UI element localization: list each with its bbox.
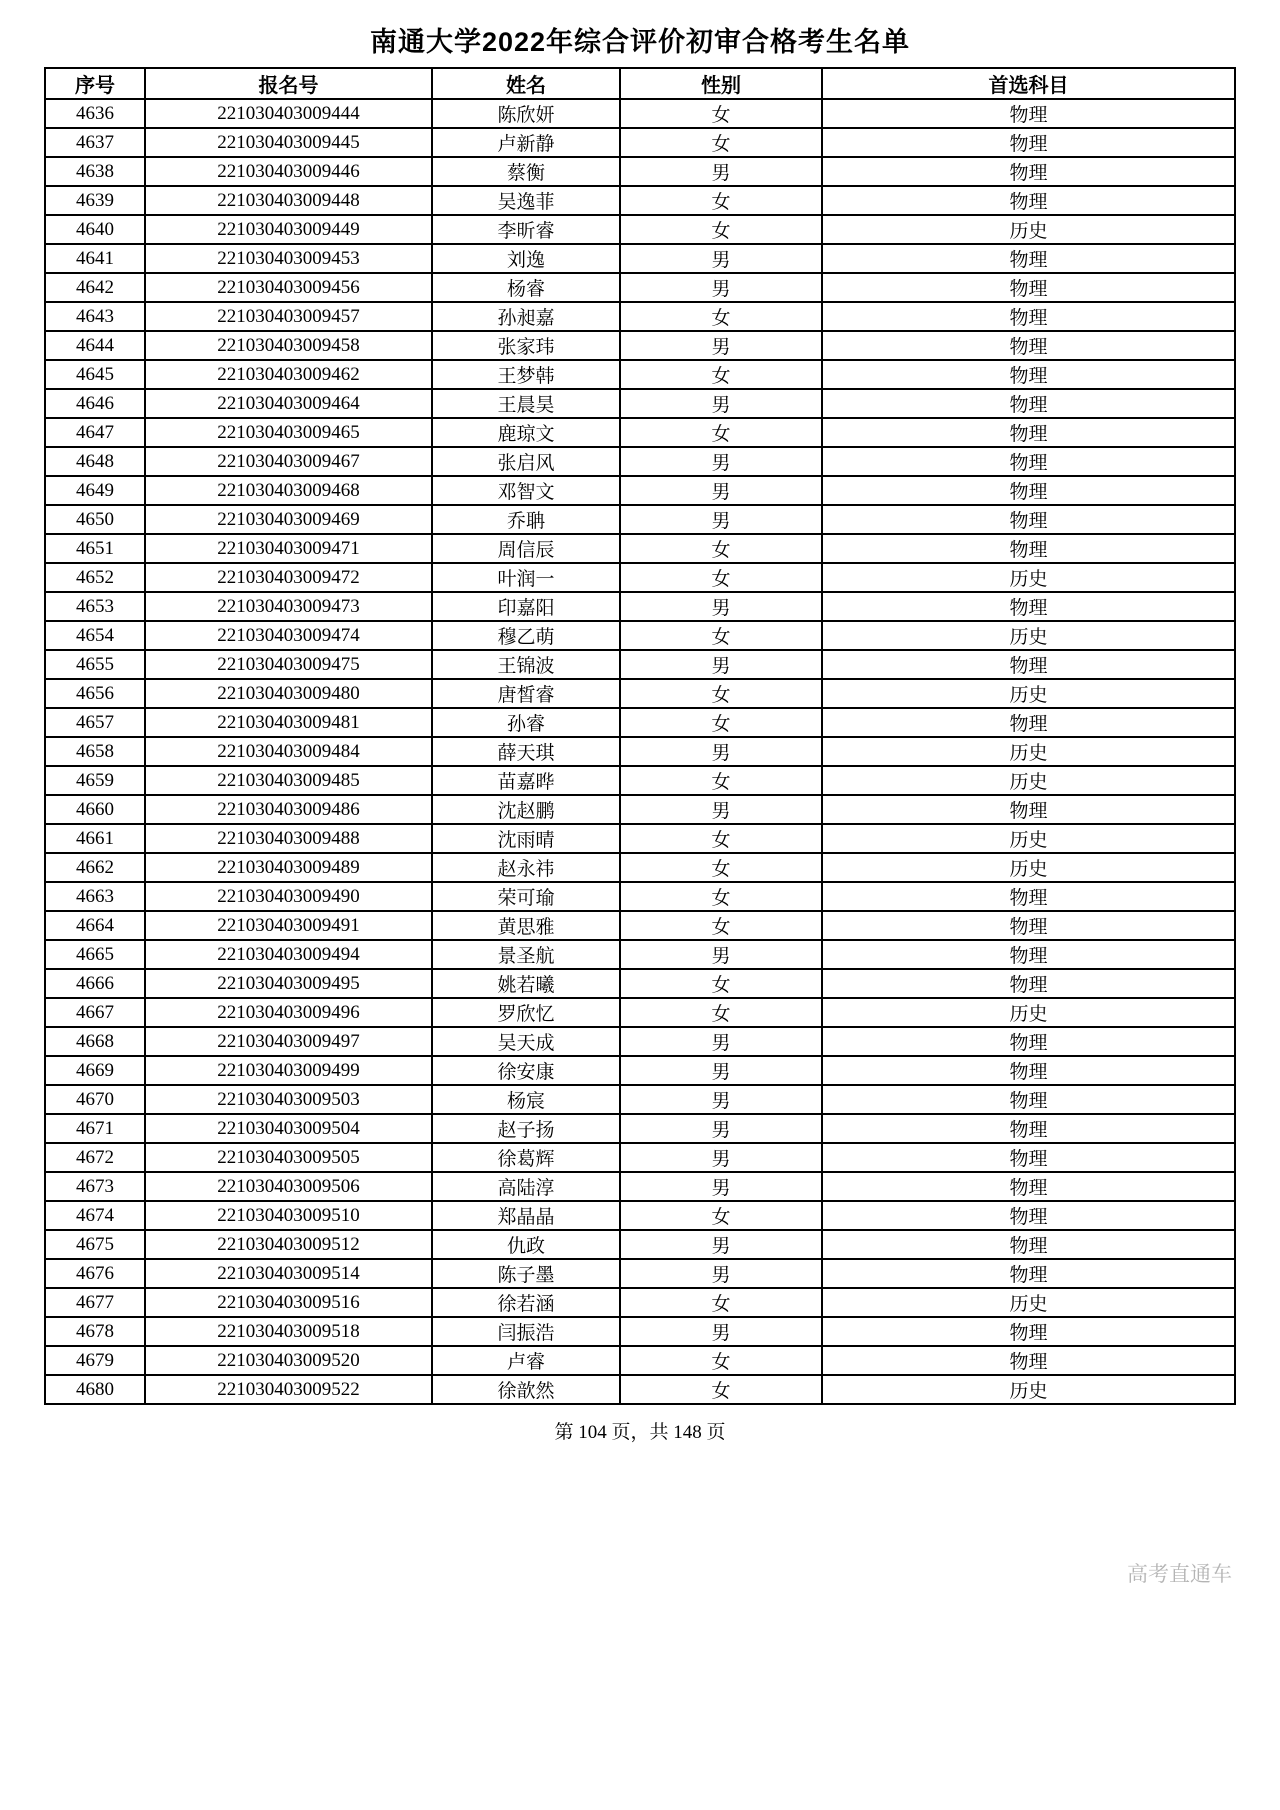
cell-subject: 历史 [822,824,1235,853]
cell-gender: 男 [620,940,822,969]
cell-seq: 4655 [45,650,145,679]
table-row [45,708,1235,737]
cell-subject: 物理 [822,331,1235,360]
cell-gender: 男 [620,650,822,679]
cell-name: 卢睿 [432,1346,620,1375]
table-row [45,360,1235,389]
cell-seq: 4640 [45,215,145,244]
table-row [45,679,1235,708]
cell-seq: 4668 [45,1027,145,1056]
cell-seq: 4647 [45,418,145,447]
cell-seq: 4643 [45,302,145,331]
cell-reg-no: 221030403009467 [145,447,432,476]
cell-seq: 4679 [45,1346,145,1375]
cell-name: 沈雨晴 [432,824,620,853]
cell-reg-no: 221030403009458 [145,331,432,360]
cell-subject: 物理 [822,1346,1235,1375]
cell-name: 荣可瑜 [432,882,620,911]
cell-seq: 4676 [45,1259,145,1288]
cell-subject: 历史 [822,766,1235,795]
cell-gender: 男 [620,1027,822,1056]
cell-reg-no: 221030403009472 [145,563,432,592]
cell-name: 仇政 [432,1230,620,1259]
cell-gender: 女 [620,969,822,998]
cell-seq: 4639 [45,186,145,215]
table-row [45,795,1235,824]
cell-subject: 物理 [822,128,1235,157]
cell-gender: 女 [620,679,822,708]
table-row [45,1027,1235,1056]
table-row [45,331,1235,360]
cell-seq: 4675 [45,1230,145,1259]
table-row [45,302,1235,331]
cell-seq: 4646 [45,389,145,418]
table-row [45,1172,1235,1201]
table-row [45,737,1235,766]
cell-gender: 男 [620,331,822,360]
cell-subject: 历史 [822,563,1235,592]
cell-name: 杨睿 [432,273,620,302]
cell-reg-no: 221030403009512 [145,1230,432,1259]
cell-gender: 女 [620,563,822,592]
cell-name: 印嘉阳 [432,592,620,621]
cell-reg-no: 221030403009522 [145,1375,432,1404]
cell-seq: 4662 [45,853,145,882]
cell-gender: 女 [620,1201,822,1230]
cell-subject: 历史 [822,737,1235,766]
cell-reg-no: 221030403009480 [145,679,432,708]
table-row [45,1317,1235,1346]
cell-name: 薛天琪 [432,737,620,766]
cell-seq: 4651 [45,534,145,563]
cell-reg-no: 221030403009510 [145,1201,432,1230]
cell-seq: 4657 [45,708,145,737]
cell-seq: 4644 [45,331,145,360]
table-row [45,447,1235,476]
cell-gender: 男 [620,389,822,418]
cell-reg-no: 221030403009481 [145,708,432,737]
table-row [45,244,1235,273]
cell-subject: 物理 [822,911,1235,940]
table-row [45,650,1235,679]
cell-name: 姚若曦 [432,969,620,998]
cell-seq: 4648 [45,447,145,476]
cell-reg-no: 221030403009462 [145,360,432,389]
cell-gender: 男 [620,1230,822,1259]
cell-reg-no: 221030403009469 [145,505,432,534]
table-row [45,1288,1235,1317]
table-row [45,99,1235,128]
cell-subject: 历史 [822,621,1235,650]
cell-seq: 4656 [45,679,145,708]
cell-seq: 4665 [45,940,145,969]
cell-seq: 4669 [45,1056,145,1085]
cell-name: 徐安康 [432,1056,620,1085]
table-row [45,1201,1235,1230]
cell-seq: 4664 [45,911,145,940]
cell-gender: 女 [620,911,822,940]
cell-name: 王梦韩 [432,360,620,389]
table-row [45,911,1235,940]
cell-gender: 女 [620,534,822,563]
cell-subject: 物理 [822,273,1235,302]
cell-seq: 4650 [45,505,145,534]
cell-reg-no: 221030403009503 [145,1085,432,1114]
cell-gender: 女 [620,853,822,882]
cell-seq: 4652 [45,563,145,592]
table-row [45,1375,1235,1404]
table-row [45,1114,1235,1143]
table-row [45,766,1235,795]
table-row [45,1230,1235,1259]
cell-name: 叶润一 [432,563,620,592]
cell-name: 赵子扬 [432,1114,620,1143]
cell-name: 赵永祎 [432,853,620,882]
cell-reg-no: 221030403009485 [145,766,432,795]
cell-gender: 女 [620,360,822,389]
cell-gender: 女 [620,128,822,157]
cell-reg-no: 221030403009449 [145,215,432,244]
table-row [45,1143,1235,1172]
cell-subject: 物理 [822,447,1235,476]
cell-seq: 4642 [45,273,145,302]
cell-name: 周信辰 [432,534,620,563]
cell-name: 卢新静 [432,128,620,157]
cell-gender: 男 [620,737,822,766]
cell-seq: 4666 [45,969,145,998]
column-header-gender: 性别 [620,68,822,99]
cell-name: 孙睿 [432,708,620,737]
table-row [45,389,1235,418]
cell-name: 穆乙萌 [432,621,620,650]
cell-name: 邓智文 [432,476,620,505]
cell-gender: 男 [620,476,822,505]
cell-seq: 4654 [45,621,145,650]
cell-seq: 4678 [45,1317,145,1346]
table-row [45,476,1235,505]
cell-name: 郑晶晶 [432,1201,620,1230]
cell-subject: 物理 [822,99,1235,128]
cell-name: 景圣航 [432,940,620,969]
cell-subject: 历史 [822,853,1235,882]
cell-name: 陈子墨 [432,1259,620,1288]
cell-name: 黄思雅 [432,911,620,940]
cell-seq: 4641 [45,244,145,273]
cell-reg-no: 221030403009497 [145,1027,432,1056]
table-header-row [45,68,1235,99]
cell-reg-no: 221030403009505 [145,1143,432,1172]
cell-name: 张家玮 [432,331,620,360]
cell-seq: 4653 [45,592,145,621]
cell-gender: 女 [620,99,822,128]
cell-gender: 男 [620,447,822,476]
cell-seq: 4677 [45,1288,145,1317]
cell-name: 杨宸 [432,1085,620,1114]
page-title: 南通大学2022年综合评价初审合格考生名单 [369,27,911,57]
column-header-reg-no: 报名号 [145,68,432,99]
table-row [45,998,1235,1027]
column-header-name: 姓名 [432,68,620,99]
cell-reg-no: 221030403009484 [145,737,432,766]
cell-subject: 物理 [822,389,1235,418]
cell-subject: 物理 [822,1085,1235,1114]
cell-subject: 物理 [822,1027,1235,1056]
cell-seq: 4658 [45,737,145,766]
cell-name: 闫振浩 [432,1317,620,1346]
page-number-footer: 第 104 页，共 148 页 [554,1422,726,1443]
cell-name: 苗嘉晔 [432,766,620,795]
cell-seq: 4661 [45,824,145,853]
cell-reg-no: 221030403009495 [145,969,432,998]
cell-reg-no: 221030403009516 [145,1288,432,1317]
cell-subject: 物理 [822,244,1235,273]
cell-gender: 女 [620,1288,822,1317]
cell-reg-no: 221030403009473 [145,592,432,621]
cell-gender: 男 [620,1085,822,1114]
cell-reg-no: 221030403009488 [145,824,432,853]
cell-reg-no: 221030403009465 [145,418,432,447]
cell-reg-no: 221030403009446 [145,157,432,186]
table-row [45,418,1235,447]
table-row [45,1346,1235,1375]
cell-reg-no: 221030403009457 [145,302,432,331]
cell-name: 徐葛辉 [432,1143,620,1172]
cell-subject: 物理 [822,505,1235,534]
cell-gender: 男 [620,795,822,824]
cell-subject: 物理 [822,476,1235,505]
cell-subject: 物理 [822,592,1235,621]
cell-gender: 女 [620,1375,822,1404]
cell-reg-no: 221030403009496 [145,998,432,1027]
table-row [45,1056,1235,1085]
table-row [45,186,1235,215]
cell-subject: 物理 [822,1114,1235,1143]
cell-reg-no: 221030403009444 [145,99,432,128]
cell-subject: 历史 [822,1375,1235,1404]
cell-name: 罗欣忆 [432,998,620,1027]
cell-subject: 物理 [822,795,1235,824]
cell-gender: 女 [620,418,822,447]
cell-reg-no: 221030403009504 [145,1114,432,1143]
cell-reg-no: 221030403009520 [145,1346,432,1375]
cell-seq: 4649 [45,476,145,505]
table-row [45,215,1235,244]
cell-gender: 女 [620,708,822,737]
cell-subject: 物理 [822,969,1235,998]
table-row [45,1259,1235,1288]
cell-subject: 历史 [822,1288,1235,1317]
cell-seq: 4660 [45,795,145,824]
table-row [45,505,1235,534]
table-row [45,882,1235,911]
table-row [45,940,1235,969]
table-row [45,969,1235,998]
table-row [45,853,1235,882]
cell-name: 吴天成 [432,1027,620,1056]
cell-subject: 历史 [822,679,1235,708]
cell-gender: 男 [620,273,822,302]
cell-gender: 男 [620,1143,822,1172]
cell-seq: 4637 [45,128,145,157]
cell-gender: 男 [620,1259,822,1288]
cell-gender: 女 [620,186,822,215]
cell-gender: 女 [620,215,822,244]
cell-gender: 女 [620,882,822,911]
cell-name: 李昕睿 [432,215,620,244]
cell-subject: 物理 [822,418,1235,447]
cell-name: 王锦波 [432,650,620,679]
cell-reg-no: 221030403009489 [145,853,432,882]
cell-seq: 4663 [45,882,145,911]
table-row [45,128,1235,157]
table-row [45,1085,1235,1114]
cell-seq: 4672 [45,1143,145,1172]
cell-name: 徐若涵 [432,1288,620,1317]
table-row [45,534,1235,563]
cell-gender: 女 [620,766,822,795]
cell-name: 沈赵鹏 [432,795,620,824]
cell-gender: 女 [620,824,822,853]
cell-reg-no: 221030403009514 [145,1259,432,1288]
table-row [45,563,1235,592]
cell-subject: 物理 [822,534,1235,563]
cell-subject: 历史 [822,215,1235,244]
cell-reg-no: 221030403009445 [145,128,432,157]
table-body [45,99,1235,1404]
cell-subject: 物理 [822,1259,1235,1288]
cell-name: 鹿琼文 [432,418,620,447]
cell-subject: 物理 [822,1201,1235,1230]
cell-name: 蔡衡 [432,157,620,186]
cell-subject: 物理 [822,360,1235,389]
cell-name: 王晨昊 [432,389,620,418]
watermark-text: 高考直通车 [1127,1563,1232,1586]
cell-gender: 女 [620,998,822,1027]
cell-gender: 女 [620,1346,822,1375]
cell-subject: 物理 [822,940,1235,969]
cell-seq: 4636 [45,99,145,128]
cell-seq: 4670 [45,1085,145,1114]
cell-seq: 4638 [45,157,145,186]
cell-gender: 女 [620,621,822,650]
cell-subject: 物理 [822,708,1235,737]
cell-seq: 4667 [45,998,145,1027]
table-row [45,824,1235,853]
cell-reg-no: 221030403009491 [145,911,432,940]
cell-reg-no: 221030403009499 [145,1056,432,1085]
cell-subject: 物理 [822,1317,1235,1346]
cell-gender: 男 [620,1317,822,1346]
cell-reg-no: 221030403009474 [145,621,432,650]
cell-name: 陈欣妍 [432,99,620,128]
table-row [45,592,1235,621]
cell-subject: 物理 [822,186,1235,215]
column-header-subject: 首选科目 [822,68,1235,99]
cell-subject: 历史 [822,998,1235,1027]
cell-seq: 4673 [45,1172,145,1201]
cell-name: 徐歆然 [432,1375,620,1404]
cell-gender: 男 [620,244,822,273]
cell-seq: 4680 [45,1375,145,1404]
cell-reg-no: 221030403009494 [145,940,432,969]
table-row [45,273,1235,302]
cell-name: 乔聃 [432,505,620,534]
cell-name: 孙昶嘉 [432,302,620,331]
cell-name: 张启风 [432,447,620,476]
cell-subject: 物理 [822,1172,1235,1201]
cell-reg-no: 221030403009475 [145,650,432,679]
cell-subject: 物理 [822,882,1235,911]
cell-gender: 男 [620,592,822,621]
cell-reg-no: 221030403009453 [145,244,432,273]
cell-subject: 物理 [822,1230,1235,1259]
cell-seq: 4674 [45,1201,145,1230]
cell-seq: 4659 [45,766,145,795]
cell-subject: 物理 [822,1143,1235,1172]
cell-gender: 男 [620,1056,822,1085]
cell-seq: 4645 [45,360,145,389]
cell-name: 唐皙睿 [432,679,620,708]
cell-reg-no: 221030403009471 [145,534,432,563]
cell-reg-no: 221030403009448 [145,186,432,215]
cell-seq: 4671 [45,1114,145,1143]
cell-reg-no: 221030403009490 [145,882,432,911]
table-row [45,621,1235,650]
cell-gender: 男 [620,1172,822,1201]
cell-subject: 物理 [822,157,1235,186]
cell-reg-no: 221030403009506 [145,1172,432,1201]
cell-subject: 物理 [822,1056,1235,1085]
cell-name: 刘逸 [432,244,620,273]
cell-reg-no: 221030403009456 [145,273,432,302]
cell-gender: 女 [620,302,822,331]
table-row [45,157,1235,186]
cell-reg-no: 221030403009486 [145,795,432,824]
cell-subject: 物理 [822,302,1235,331]
cell-gender: 男 [620,505,822,534]
cell-reg-no: 221030403009464 [145,389,432,418]
column-header-seq: 序号 [45,68,145,99]
cell-name: 吴逸菲 [432,186,620,215]
cell-gender: 男 [620,157,822,186]
candidate-table [44,67,1236,1405]
cell-reg-no: 221030403009468 [145,476,432,505]
cell-subject: 物理 [822,650,1235,679]
cell-gender: 男 [620,1114,822,1143]
cell-reg-no: 221030403009518 [145,1317,432,1346]
cell-name: 高陆淳 [432,1172,620,1201]
